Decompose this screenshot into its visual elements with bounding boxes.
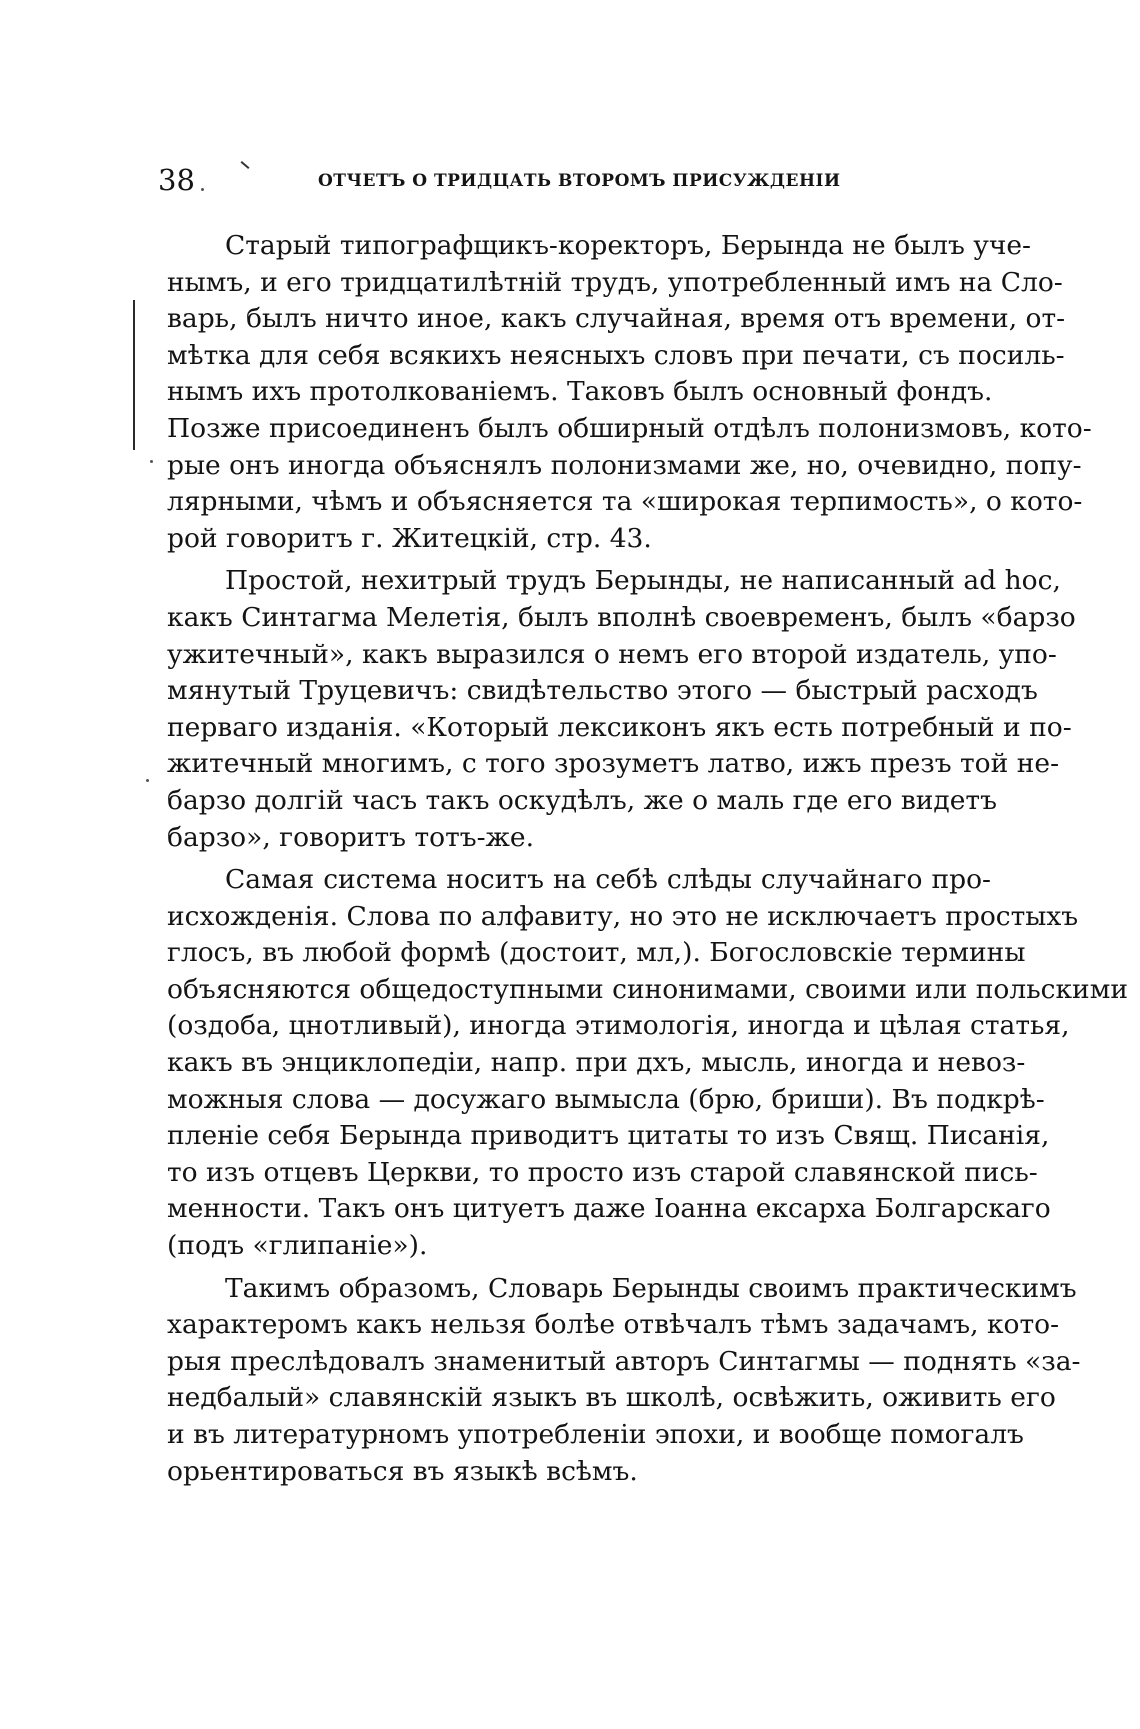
page-number: 38 bbox=[158, 163, 195, 197]
body-text bbox=[167, 228, 1128, 1490]
text-line: объясняются общедоступными синонимами, своими или польскими bbox=[167, 973, 1128, 1005]
text-line: характеромъ какъ нельзя болѣе отвѣчалъ тѣмъ задачамъ, кото- bbox=[167, 1309, 1060, 1341]
text-line: недбалый» славянскій языкъ въ школѣ, освѣжить, оживить его bbox=[167, 1382, 1056, 1414]
text-line: Позже присоединенъ былъ обширный отдѣлъ полонизмовъ, кото- bbox=[167, 412, 1092, 444]
text-line: перваго изданія. «Который лексиконъ якъ есть потребный и по- bbox=[167, 711, 1072, 743]
text-line: можныя слова — досужаго вымысла (брю, бриши). Въ подкрѣ- bbox=[167, 1083, 1045, 1115]
text-line: менности. Такъ онъ цитуетъ даже Іоанна ексарха Болгарскаго bbox=[167, 1193, 1051, 1225]
text-line: барзо долгій часъ такъ оскудѣлъ, же о маль где его видетъ bbox=[167, 784, 997, 816]
text-line: ужитечный», какъ выразился о немъ его второй издатель, упо- bbox=[167, 638, 1057, 670]
margin-dot bbox=[150, 460, 153, 463]
text-line: нымъ ихъ протолкованіемъ. Таковъ былъ основный фондъ. bbox=[167, 376, 993, 408]
text-line: то изъ отцевъ Церкви, то просто изъ старой славянской пись- bbox=[167, 1156, 1038, 1188]
text-line: какъ въ энциклопедіи, напр. при дхъ, мысль, иногда и невоз- bbox=[167, 1047, 1026, 1079]
text-line: (оздоба, цнотливый), иногда этимологія, иногда и цѣлая статья, bbox=[167, 1010, 1070, 1042]
text-line: рые онъ иногда объяснялъ полонизмами же, но, очевидно, попу- bbox=[167, 449, 1082, 481]
running-head: ОТЧЕТЪ О ТРИДЦАТЬ ВТОРОМЪ ПРИСУЖДЕНІИ bbox=[318, 171, 841, 191]
text-line: Старый типографщикъ-коректоръ, Берында не былъ уче- bbox=[225, 230, 1031, 261]
paragraph-2 bbox=[167, 563, 1076, 856]
text-line: варь, былъ ничто иное, какъ случайная, время отъ времени, от- bbox=[167, 303, 1066, 335]
text-line: мянутый Труцевичъ: свидѣтельство этого — быстрый расходъ bbox=[167, 675, 1038, 707]
paragraph-1 bbox=[167, 228, 1092, 557]
text-line: исхожденія. Слова по алфавиту, но это не исключаетъ простыхъ bbox=[167, 900, 1079, 932]
text-line: глосъ, въ любой формѣ (достоит, мл,). Богословскіе термины bbox=[167, 937, 1026, 969]
text-line: пленіе себя Берында приводитъ цитаты то изъ Свящ. Писанія, bbox=[167, 1120, 1050, 1152]
text-line: Простой, нехитрый трудъ Берынды, не написанный ad hoc, bbox=[225, 565, 1061, 597]
text-line: рой говоритъ г. Житецкій, стр. 43. bbox=[167, 522, 652, 554]
text-line: нымъ, и его тридцатилѣтній трудъ, употребленный имъ на Сло- bbox=[167, 266, 1063, 298]
margin-dot bbox=[146, 779, 149, 782]
paragraph-4 bbox=[167, 1271, 1081, 1491]
text-line: (подъ «глипаніе»). bbox=[167, 1230, 428, 1262]
text-line: и въ литературномъ употребленіи эпохи, и вообще помогалъ bbox=[167, 1419, 1024, 1450]
text-line: какъ Синтагма Мелетія, былъ вполнѣ своевременъ, былъ «барзо bbox=[167, 601, 1076, 633]
text-line: Такимъ образомъ, Словарь Берынды своимъ практическимъ bbox=[225, 1272, 1077, 1304]
margin-marker-line bbox=[133, 300, 135, 450]
paragraph-3 bbox=[167, 862, 1128, 1265]
text-line: рыя преслѣдовалъ знаменитый авторъ Синтагмы — поднять «за- bbox=[167, 1345, 1081, 1377]
text-line: Самая система носитъ на себѣ слѣды случайнаго про- bbox=[225, 864, 991, 896]
text-line: мѣтка для себя всякихъ неясныхъ словъ при печати, съ посиль- bbox=[167, 339, 1065, 371]
text-line: барзо», говоритъ тотъ-же. bbox=[167, 821, 535, 853]
text-line: лярными, чѣмъ и объясняется та «широкая терпимость», о кото- bbox=[167, 486, 1083, 518]
text-line: житечный многимъ, с того зрозуметъ латво, ижъ презъ той не- bbox=[167, 748, 1060, 780]
margin-dot bbox=[201, 188, 204, 191]
page-header bbox=[158, 162, 990, 202]
text-line: орьентироваться въ языкѣ всѣмъ. bbox=[167, 1455, 638, 1487]
